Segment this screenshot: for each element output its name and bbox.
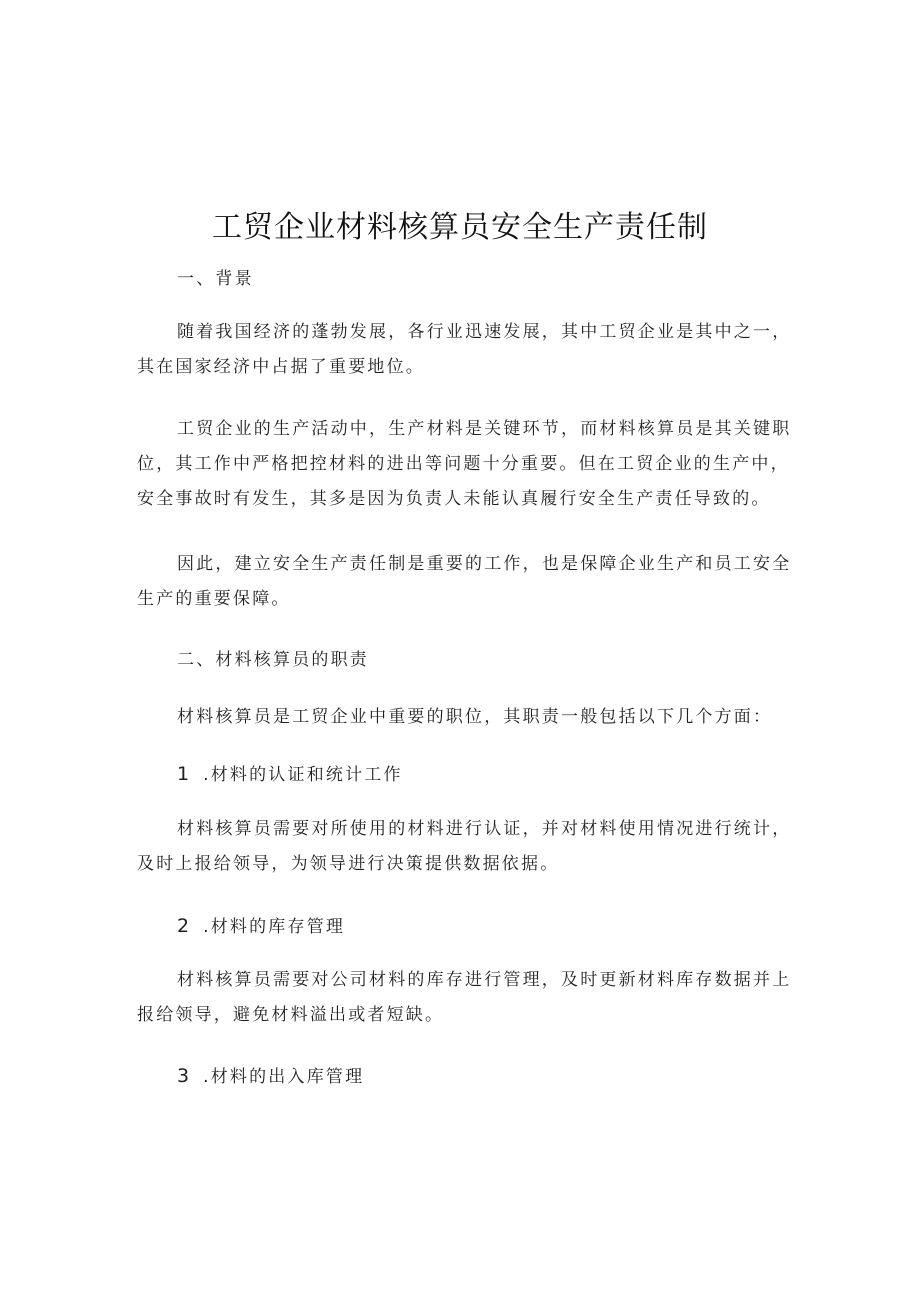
list-item-number: 2 [177,915,190,937]
paragraph-item-1 [137,812,797,882]
paragraph-background-2 [137,412,797,517]
section-heading-duties: 二、材料核算员的职责 [177,650,369,670]
paragraph-background-3 [137,547,797,617]
list-item-title: .材料的出入库管理 [203,1067,365,1087]
list-item-title: .材料的认证和统计工作 [203,765,403,785]
document-title: 工贸企业材料核算员安全生产责任制 [212,210,708,245]
paragraph-text: 随着我国经济的蓬勃发展，各行业迅速发展，其中工贸企业是其中之一，其在国家经济中占据了重要地位。 [137,322,792,377]
list-item-number: 1 [177,763,190,785]
section-heading-background: 一、背景 [177,269,254,289]
paragraph-text: 材料核算员需要对所使用的材料进行认证，并对材料使用情况进行统计，及时上报给领导，为领导进行决策提供数据依据。 [137,819,792,874]
paragraph-text: 材料核算员是工贸企业中重要的职位，其职责一般包括以下几个方面： [177,707,773,727]
paragraph-duties-intro [137,700,797,735]
paragraph-background-1 [137,315,797,385]
paragraph-text: 材料核算员需要对公司材料的库存进行管理，及时更新材料库存数据并上报给领导，避免材料溢出或者短缺。 [137,970,792,1025]
list-item-heading-3 [177,1059,364,1095]
list-item-heading-1 [177,757,403,793]
list-item-number: 3 [177,1065,190,1087]
paragraph-text: 因此，建立安全生产责任制是重要的工作，也是保障企业生产和员工安全生产的重要保障。 [137,554,792,609]
list-item-title: .材料的库存管理 [203,917,346,937]
paragraph-item-2 [137,963,797,1033]
paragraph-text: 工贸企业的生产活动中，生产材料是关键环节，而材料核算员是其关键职位，其工作中严格把控材料的进出等问题十分重要。但在工贸企业的生产中，安全事故时有发生，其多是因为负责人未能认真履行安全生产责任导致的。 [137,419,792,509]
list-item-heading-2 [177,909,345,945]
